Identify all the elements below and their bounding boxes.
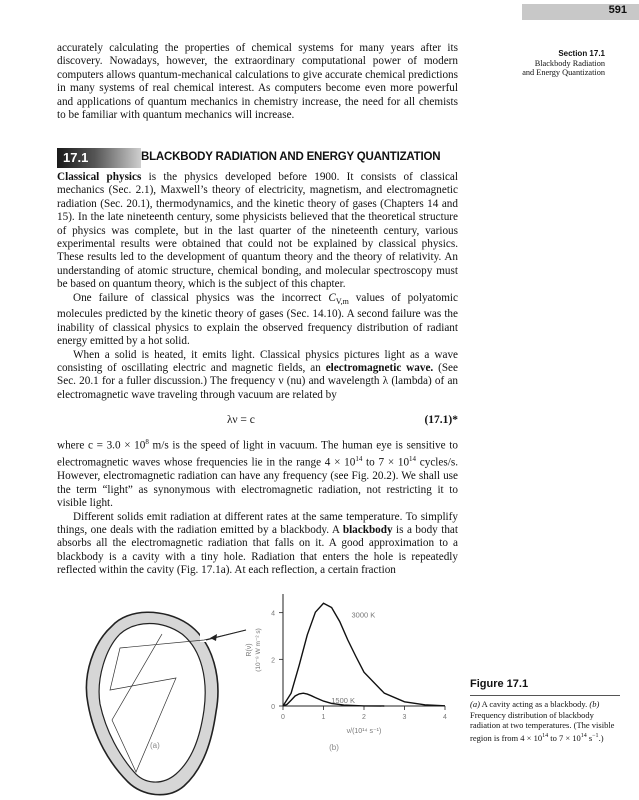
x-tick-label: 3: [402, 714, 407, 721]
paragraph-blackbody: [57, 511, 458, 578]
symbol-cv: C: [328, 291, 336, 304]
running-head-section: Section 17.1: [558, 49, 605, 58]
running-head-line1: Blackbody Radiation: [534, 58, 605, 68]
x-tick-label: 0: [281, 714, 285, 721]
intro-paragraph: accurately calculating the properties of chemical systems for many years after its discovery. Nowadays, however, the extraordinary computational power of modern computers allows quantum-mechanical calculations to give accurate chemical predictions in many systems of real chemical interest. As computers become even more powerful and applications of quantum mechanics in chemistry increase, the need for all chemists to be familiar with quantum mechanics will increase.: [57, 42, 458, 122]
panel-b-label: (b): [329, 743, 339, 752]
paragraph-text: One failure of classical physics was the incorrect: [73, 291, 329, 304]
caption-label-b: (b): [589, 699, 600, 709]
exponent: 14: [355, 455, 363, 464]
exponent: 14: [580, 732, 587, 739]
caption-text: to 7 × 10: [548, 732, 581, 743]
section-heading: [57, 148, 458, 168]
equation-row: [57, 413, 458, 429]
series-label: 1500 K: [331, 696, 356, 706]
figure-panel-b-chart: [235, 590, 465, 800]
section-title: BLACKBODY RADIATION AND ENERGY QUANTIZATION: [141, 151, 441, 163]
series-label: 3000 K: [351, 610, 376, 620]
exponent: 8: [145, 438, 149, 446]
equation: λν = c: [227, 414, 255, 426]
caption-text: .): [598, 732, 604, 743]
term-electromagnetic-wave: electromagnetic wave.: [325, 361, 434, 374]
text: is a body that absorbs all the electromagnetic radiation that falls on it. A good approximation to a blackbody is a cavity with a tiny hole. Radiation that enters the hole is repeatedly reflected within the cavity (Fig. 17.1a). At each reflection, a certain fraction: [57, 523, 458, 577]
panel-a-label: (a): [150, 741, 160, 750]
figure-title: Figure 17.1: [470, 678, 529, 690]
section-number: 17.1: [63, 150, 89, 165]
running-head-line2: and Energy Quantization: [522, 68, 605, 77]
paragraph-text: When a solid is heated, it emits light. Classical physics pictures light as a wave consisting of oscillating electric and magnetic fields, an: [57, 348, 458, 374]
term-blackbody: blackbody: [342, 523, 393, 536]
caption-text: Frequency distribution of blackbody radiation at two temperatures. (The visible region is from 4 × 10: [470, 709, 615, 743]
figure-panel-a: [50, 590, 250, 800]
caption-text: A cavity acting as a blackbody.: [479, 699, 590, 709]
y-tick-label: 4: [271, 610, 275, 618]
intro-text: [57, 42, 458, 122]
y-axis-label: R(ν): [246, 643, 253, 657]
text: Different solids emit radiation at different rates at the same temperature. To simplify things, one deals with the radiation emitted by a blackbody. A: [57, 510, 458, 536]
x-tick-label: 2: [362, 714, 366, 721]
body-text-1: [57, 171, 458, 402]
caption-label-a: (a): [470, 699, 480, 709]
paragraph-text: values of polyatomic molecules predicted by the kinetic theory of gases (Sec. 14.10). A second failure was the inability of classical physics to explain the observed frequency distribution of radiant energy emitted by a hot solid.: [57, 291, 458, 348]
paragraph-speed-of-light: [57, 436, 458, 511]
paragraph-failures: [57, 292, 458, 349]
paragraph-text: is the physics developed before 1900. It consists of classical mechanics (Sec. 2.1), Maxwell’s theory of electricity, magnetism, and electromagnetic radiation (Sec. 20.1), thermodynamics, and the kinetic theory of gases (Chapters 14 and 15). In the late nineteenth century, some physicists believed that the theoretical structure of physics was complete, but in the last quarter of the nineteenth century, various experimental results were obtained that could not be explained by classical physics. These results led to the development of quantum theory and the theory of relativity. An understanding of atomic structure, chemical bonding, and molecular spectroscopy must be based on quantum theory, which is the subject of this chapter.: [57, 171, 458, 291]
term-classical-physics: Classical physics: [57, 171, 142, 183]
x-tick-label: 4: [443, 714, 447, 721]
exponent: 14: [409, 455, 417, 464]
text: where c = 3.0 × 10: [57, 439, 146, 452]
running-head: [445, 49, 605, 78]
y-tick-label: 0: [271, 704, 275, 711]
exponent: −1: [592, 732, 599, 739]
figure-rule: [470, 695, 620, 696]
text: cycles/s. However, electromagnetic radiation can have any frequency (see Fig. 20.2). We shall use the term “light” as synonymous with electromagnetic radiation, not restricting it to visible light.: [57, 456, 458, 510]
x-tick-label: 1: [321, 714, 326, 721]
y-axis-unit-label: (10⁻⁸ W m⁻² s): [255, 628, 262, 672]
exponent: 14: [542, 732, 549, 739]
paragraph-classical-physics: [57, 171, 458, 292]
equation-number: (17.1)*: [424, 414, 458, 426]
text: m/s is the speed of light in vacuum. The human eye is sensitive to electromagnetic waves whose frequencies lie in the range 4 × 10: [57, 439, 458, 469]
paragraph-text: (See Sec. 20.1 for a fuller discussion.) The frequency ν (nu) and wavelength λ (lambda) of an electromagnetic wave traveling through vacuum are related by: [57, 361, 458, 401]
text: to 7 × 10: [362, 456, 410, 469]
caption-text: s: [586, 732, 593, 743]
body-text-2: [57, 436, 458, 578]
x-axis-label: ν/(10¹⁴ s⁻¹): [346, 728, 382, 735]
figure-caption: [470, 699, 620, 743]
paragraph-light: [57, 349, 458, 403]
page-number: 591: [608, 4, 627, 16]
y-tick-label: 2: [271, 657, 275, 665]
subscript-vm: V,m: [335, 296, 349, 306]
